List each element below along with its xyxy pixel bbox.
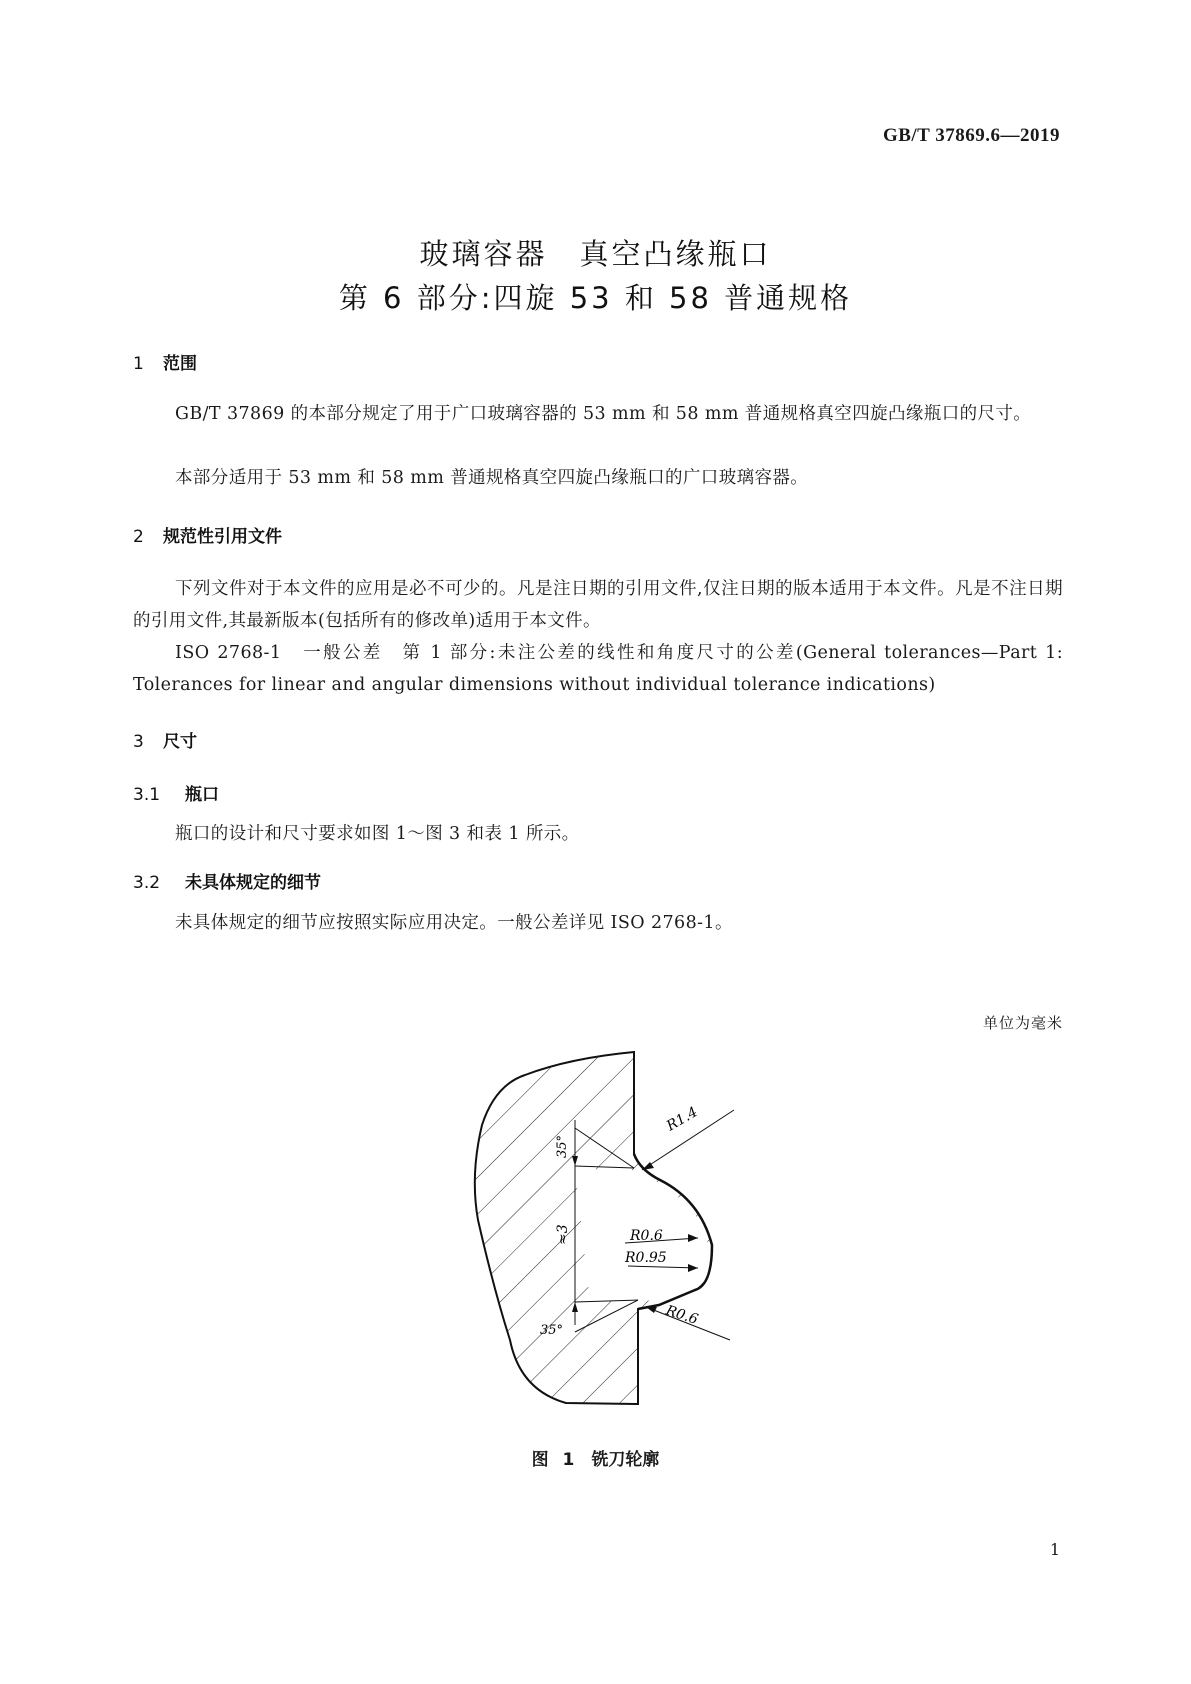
section-3-2-paragraph: 未具体规定的细节应按照实际应用决定。一般公差详见 ISO 2768-1。 xyxy=(175,913,733,933)
unit-note: 单位为毫米 xyxy=(982,1014,1063,1032)
label-r0-6-upper: R0.6 xyxy=(630,1228,663,1244)
section-2-paragraph-1: 下列文件对于本文件的应用是必不可少的。凡是注日期的引用文件,仅注日期的版本适用于本文件。凡是不注日期的引用文件,其最新版本(包括所有的修改单)适用于本文件。 xyxy=(133,579,1063,631)
label-height: ≈3 xyxy=(555,1224,571,1245)
section-title: 未具体规定的细节 xyxy=(185,873,321,893)
label-angle-top: 35° xyxy=(555,1134,570,1158)
label-r0-6-lower: R0.6 xyxy=(663,1302,700,1328)
section-number: 3 xyxy=(133,732,144,752)
title-line-2: 第 6 部分:四旋 53 和 58 普通规格 xyxy=(338,281,853,315)
section-number: 3.2 xyxy=(133,873,161,893)
section-2-reference: ISO 2768-1 一般公差 第 1 部分:未注公差的线性和角度尺寸的公差(General tolerances—Part 1: Tolerances for linear and angular dimensions without individual tolerance indications) xyxy=(133,643,1063,695)
section-number: 1 xyxy=(133,354,144,374)
section-title: 尺寸 xyxy=(163,732,197,752)
label-r1-4: R1.4 xyxy=(664,1104,701,1135)
standard-code: GB/T 37869.6—2019 xyxy=(882,125,1060,146)
section-3-1-paragraph: 瓶口的设计和尺寸要求如图 1～图 3 和表 1 所示。 xyxy=(175,824,580,844)
section-number: 3.1 xyxy=(133,785,161,805)
figure-caption: 图 1 铣刀轮廓 xyxy=(531,1450,660,1470)
title-line-1: 玻璃容器 真空凸缘瓶口 xyxy=(419,237,772,271)
section-title: 瓶口 xyxy=(185,785,219,805)
label-angle-bottom: 35° xyxy=(540,1323,564,1338)
label-r0-95: R0.95 xyxy=(625,1250,667,1266)
section-title: 范围 xyxy=(163,354,197,374)
section-number: 2 xyxy=(133,527,144,547)
section-1-paragraph-2: 本部分适用于 53 mm 和 58 mm 普通规格真空四旋凸缘瓶口的广口玻璃容器。 xyxy=(175,468,809,488)
page-number: 1 xyxy=(1049,1540,1060,1559)
section-title: 规范性引用文件 xyxy=(163,527,282,547)
section-1-paragraph-1: GB/T 37869 的本部分规定了用于广口玻璃容器的 53 mm 和 58 mm 普通规格真空四旋凸缘瓶口的尺寸。 xyxy=(175,404,1032,424)
